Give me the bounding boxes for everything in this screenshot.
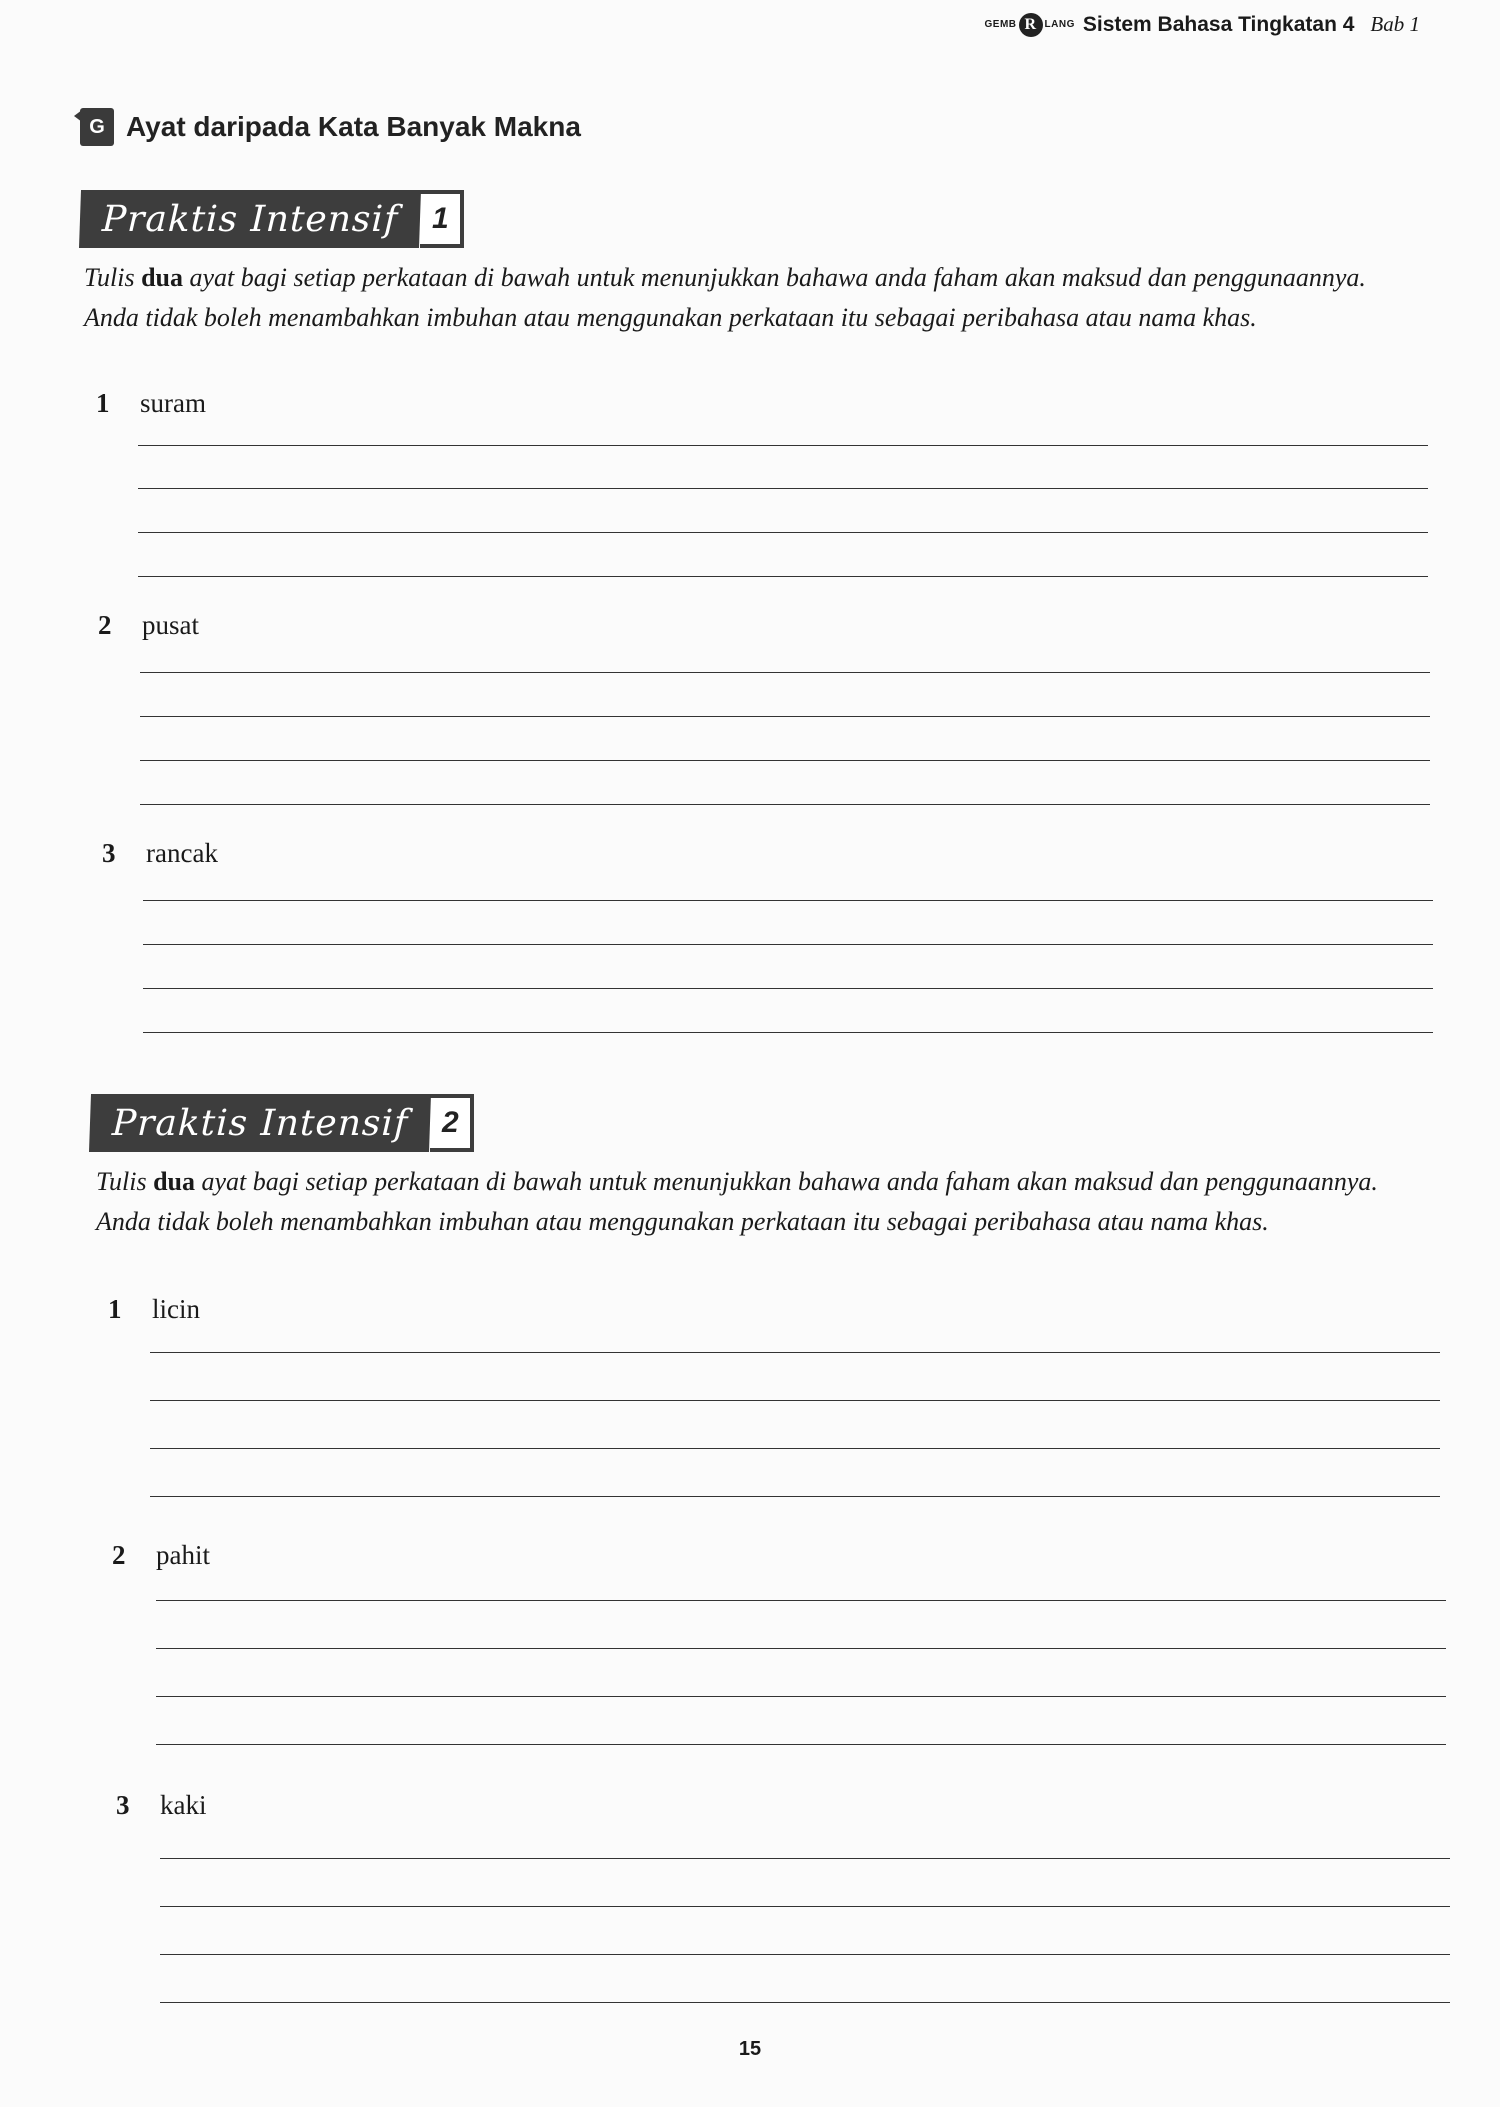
- section-badge: G: [80, 108, 114, 146]
- answer-line[interactable]: [140, 672, 1430, 673]
- brand-logo: [985, 13, 1075, 37]
- page-header: [985, 12, 1420, 37]
- brand-logo-left: GEMB: [984, 19, 1017, 30]
- question-number: 2: [112, 1540, 126, 1570]
- answer-line[interactable]: [156, 1600, 1446, 1601]
- practice-instruction: [84, 258, 1414, 338]
- instruction-start: Tulis: [84, 263, 142, 292]
- answer-line[interactable]: [138, 532, 1428, 533]
- brand-logo-right: LANG: [1044, 19, 1075, 30]
- answer-line[interactable]: [160, 1906, 1450, 1907]
- question-word: rancak: [146, 838, 218, 868]
- question-item: [116, 1790, 207, 1821]
- question-word: kaki: [160, 1790, 207, 1820]
- practice-instruction: [96, 1162, 1426, 1242]
- answer-line[interactable]: [143, 944, 1433, 945]
- instruction-rest: ayat bagi setiap perkataan di bawah untuk menunjukkan bahawa anda faham akan maksud dan penggunaannya. Anda tidak boleh menambahkan imbuhan atau menggunakan perkataan itu sebagai peribahasa atau nama khas.: [84, 263, 1366, 332]
- section-heading: [80, 108, 581, 146]
- practice-banner-number: 2: [430, 1094, 474, 1152]
- question-number: 2: [98, 610, 112, 640]
- question-number: 3: [116, 1790, 130, 1820]
- practice-banner: [80, 190, 464, 248]
- practice-banner-label: Praktis Intensif: [79, 190, 421, 248]
- question-number: 1: [96, 388, 110, 418]
- answer-line[interactable]: [143, 988, 1433, 989]
- answer-line[interactable]: [160, 2002, 1450, 2003]
- question-number: 3: [102, 838, 116, 868]
- answer-line[interactable]: [143, 1032, 1433, 1033]
- instruction-bold: dua: [141, 263, 184, 292]
- question-item: [112, 1540, 210, 1571]
- brand-logo-mid: R: [1019, 13, 1043, 37]
- answer-line[interactable]: [138, 576, 1428, 577]
- answer-line[interactable]: [150, 1352, 1440, 1353]
- answer-line[interactable]: [150, 1496, 1440, 1497]
- question-item: [102, 838, 218, 869]
- answer-line[interactable]: [140, 804, 1430, 805]
- question-word: pusat: [142, 610, 199, 640]
- section-title: Ayat daripada Kata Banyak Makna: [126, 111, 581, 142]
- question-word: suram: [140, 388, 206, 418]
- question-item: [96, 388, 206, 419]
- answer-line[interactable]: [156, 1744, 1446, 1745]
- page-number: 15: [738, 2038, 762, 2060]
- answer-line[interactable]: [138, 445, 1428, 446]
- practice-banner: [90, 1094, 474, 1152]
- question-item: [108, 1294, 200, 1325]
- answer-line[interactable]: [150, 1448, 1440, 1449]
- answer-line[interactable]: [138, 488, 1428, 489]
- answer-line[interactable]: [156, 1696, 1446, 1697]
- instruction-bold: dua: [153, 1167, 196, 1196]
- answer-line[interactable]: [160, 1858, 1450, 1859]
- question-word: licin: [152, 1294, 200, 1324]
- answer-line[interactable]: [140, 760, 1430, 761]
- practice-banner-label: Praktis Intensif: [89, 1094, 431, 1152]
- answer-line[interactable]: [143, 900, 1433, 901]
- instruction-start: Tulis: [96, 1167, 154, 1196]
- question-word: pahit: [156, 1540, 210, 1570]
- question-number: 1: [108, 1294, 122, 1324]
- book-title: Sistem Bahasa Tingkatan 4: [1082, 12, 1355, 36]
- answer-line[interactable]: [150, 1400, 1440, 1401]
- question-item: [98, 610, 199, 641]
- answer-line[interactable]: [140, 716, 1430, 717]
- answer-line[interactable]: [160, 1954, 1450, 1955]
- chapter-label: Bab 1: [1370, 12, 1420, 36]
- instruction-rest: ayat bagi setiap perkataan di bawah untuk menunjukkan bahawa anda faham akan maksud dan penggunaannya. Anda tidak boleh menambahkan imbuhan atau menggunakan perkataan itu sebagai peribahasa atau nama khas.: [96, 1167, 1378, 1236]
- answer-line[interactable]: [156, 1648, 1446, 1649]
- practice-banner-number: 1: [420, 190, 464, 248]
